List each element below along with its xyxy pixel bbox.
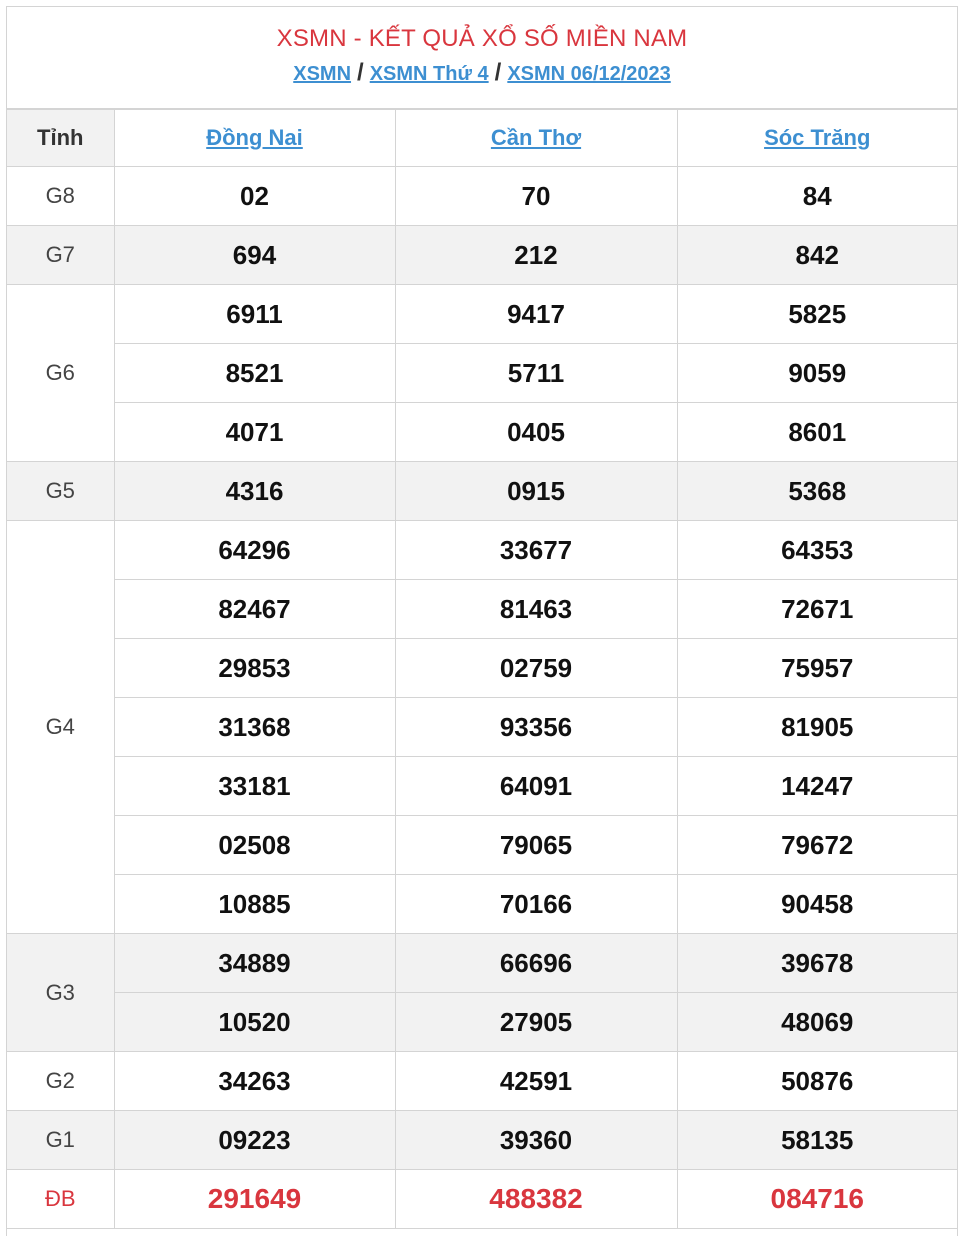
table-row <box>7 226 957 285</box>
result-number: 488382 <box>395 1170 677 1229</box>
result-number: 42591 <box>395 1052 677 1111</box>
result-number: 64353 <box>677 521 957 580</box>
result-number: 10885 <box>114 875 395 934</box>
prize-label: G4 <box>7 521 114 934</box>
result-number: 72671 <box>677 580 957 639</box>
table-row <box>7 639 957 698</box>
result-number: 84 <box>677 167 957 226</box>
result-number: 9417 <box>395 285 677 344</box>
result-number: 291649 <box>114 1170 395 1229</box>
table-row <box>7 993 957 1052</box>
province-column-header: Tỉnh <box>7 110 114 167</box>
result-number: 58135 <box>677 1111 957 1170</box>
province-header <box>395 110 677 167</box>
result-number: 39360 <box>395 1111 677 1170</box>
result-number: 5711 <box>395 344 677 403</box>
result-number: 90458 <box>677 875 957 934</box>
result-number: 70 <box>395 167 677 226</box>
table-row <box>7 934 957 993</box>
result-number: 0405 <box>395 403 677 462</box>
prize-label: G7 <box>7 226 114 285</box>
result-number: 81905 <box>677 698 957 757</box>
result-number: 81463 <box>395 580 677 639</box>
results-panel <box>6 6 958 1236</box>
prize-label: G3 <box>7 934 114 1052</box>
table-row <box>7 1170 957 1229</box>
result-number: 27905 <box>395 993 677 1052</box>
province-link-soc-trang[interactable]: Sóc Trăng <box>764 125 871 150</box>
prize-label: G6 <box>7 285 114 462</box>
result-number: 93356 <box>395 698 677 757</box>
table-row <box>7 167 957 226</box>
result-number: 02508 <box>114 816 395 875</box>
province-link-can-tho[interactable]: Cần Thơ <box>490 125 582 150</box>
result-number: 4316 <box>114 462 395 521</box>
province-header <box>114 110 395 167</box>
result-number: 14247 <box>677 757 957 816</box>
result-number: 33677 <box>395 521 677 580</box>
prize-label: G2 <box>7 1052 114 1111</box>
result-number: 50876 <box>677 1052 957 1111</box>
table-row <box>7 1111 957 1170</box>
breadcrumb-separator: / <box>494 59 502 86</box>
result-number: 842 <box>677 226 957 285</box>
result-number: 8601 <box>677 403 957 462</box>
table-row <box>7 580 957 639</box>
prize-label: G8 <box>7 167 114 226</box>
result-number: 34889 <box>114 934 395 993</box>
result-number: 084716 <box>677 1170 957 1229</box>
result-number: 9059 <box>677 344 957 403</box>
result-number: 39678 <box>677 934 957 993</box>
result-number: 75957 <box>677 639 957 698</box>
table-row <box>7 875 957 934</box>
result-number: 694 <box>114 226 395 285</box>
result-number: 79065 <box>395 816 677 875</box>
result-number: 02 <box>114 167 395 226</box>
table-row <box>7 344 957 403</box>
result-number: 02759 <box>395 639 677 698</box>
province-link-dong-nai[interactable]: Đồng Nai <box>206 125 303 150</box>
table-row <box>7 521 957 580</box>
result-number: 64091 <box>395 757 677 816</box>
result-number: 5368 <box>677 462 957 521</box>
result-number: 34263 <box>114 1052 395 1111</box>
results-body <box>7 167 957 1229</box>
result-number: 48069 <box>677 993 957 1052</box>
result-number: 64296 <box>114 521 395 580</box>
prize-label: G5 <box>7 462 114 521</box>
result-number: 79672 <box>677 816 957 875</box>
result-number: 66696 <box>395 934 677 993</box>
table-row <box>7 816 957 875</box>
breadcrumb-xsmn-link[interactable]: XSMN <box>293 63 352 85</box>
table-row <box>7 285 957 344</box>
result-number: 6911 <box>114 285 395 344</box>
prize-label: G1 <box>7 1111 114 1170</box>
table-row <box>7 462 957 521</box>
result-number: 0915 <box>395 462 677 521</box>
results-header <box>7 7 957 109</box>
breadcrumb <box>7 59 957 87</box>
prize-label: ĐB <box>7 1170 114 1229</box>
breadcrumb-separator: / <box>357 59 364 86</box>
result-number: 212 <box>395 226 677 285</box>
breadcrumb-date-link[interactable]: XSMN 06/12/2023 <box>507 63 671 85</box>
breadcrumb-weekday-link[interactable]: XSMN Thứ 4 <box>369 63 489 85</box>
page-title: XSMN - KẾT QUẢ XỔ SỐ MIỀN NAM <box>276 25 688 52</box>
result-number: 09223 <box>114 1111 395 1170</box>
result-number: 33181 <box>114 757 395 816</box>
result-number: 10520 <box>114 993 395 1052</box>
result-number: 82467 <box>114 580 395 639</box>
result-number: 31368 <box>114 698 395 757</box>
result-number: 8521 <box>114 344 395 403</box>
result-number: 70166 <box>395 875 677 934</box>
province-header <box>677 110 957 167</box>
result-number: 4071 <box>114 403 395 462</box>
table-row <box>7 403 957 462</box>
table-row <box>7 698 957 757</box>
table-row <box>7 757 957 816</box>
result-number: 5825 <box>677 285 957 344</box>
table-row <box>7 1052 957 1111</box>
results-table <box>7 109 957 1229</box>
result-number: 29853 <box>114 639 395 698</box>
